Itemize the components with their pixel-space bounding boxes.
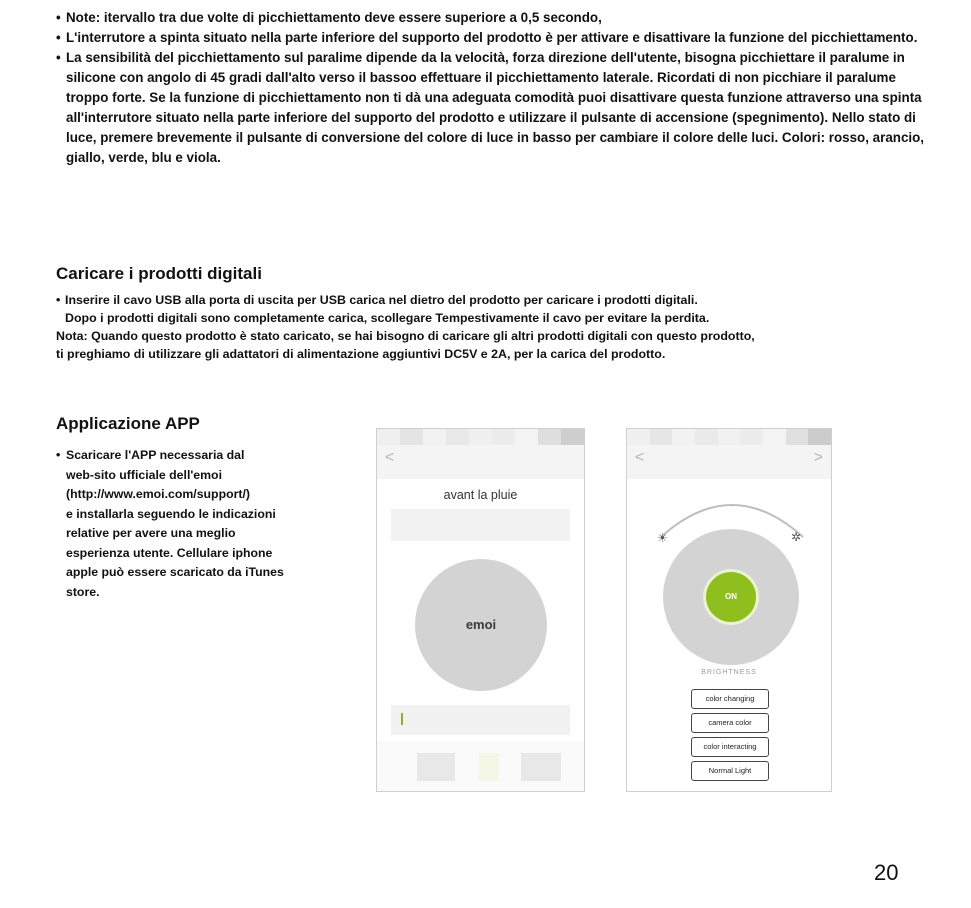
tab-3[interactable] bbox=[521, 753, 561, 781]
app-screenshot-control bbox=[626, 428, 832, 792]
text-input-field[interactable] bbox=[391, 705, 570, 735]
color-interacting-button[interactable]: color interacting bbox=[691, 737, 769, 757]
app-line-6: esperienza utente. Cellulare iphone bbox=[66, 545, 273, 560]
lamp-control-circle bbox=[663, 529, 802, 665]
charging-section bbox=[56, 291, 926, 363]
tab-2[interactable] bbox=[479, 753, 499, 781]
app-instructions bbox=[56, 446, 356, 602]
brightness-caption: BRIGHTNESS bbox=[701, 669, 757, 676]
charging-note-2: ti preghiamo di utilizzare gli adattatori di alimentazione aggiuntivi DC5V e 2A, per la carica del prodotto. bbox=[56, 347, 666, 361]
scene-title: avant la pluie bbox=[443, 488, 518, 502]
status-bar bbox=[377, 429, 584, 445]
back-icon[interactable]: < bbox=[385, 449, 395, 466]
brightness-high-icon: ✲ bbox=[791, 530, 802, 544]
app-line-4: e installarla seguendo le indicazioni bbox=[66, 506, 276, 521]
camera-color-button[interactable]: camera color bbox=[691, 713, 769, 733]
lamp-circle[interactable] bbox=[415, 559, 547, 691]
app-line-2: web-sito ufficiale dell'emoi bbox=[66, 467, 222, 482]
back-icon[interactable]: < bbox=[635, 449, 645, 466]
text-cursor bbox=[401, 713, 403, 725]
charging-instruction-1: • Inserire il cavo USB alla porta di uscita per USB carica nel dietro del prodotto per caricare i prodotti digitali. bbox=[56, 291, 926, 309]
forward-icon[interactable]: > bbox=[813, 449, 823, 466]
charging-note-1: Nota: Quando questo prodotto è stato caricato, se hai bisogno di caricare gli altri prodotti digitali con questo prodotto, bbox=[56, 329, 755, 343]
note-sensitivity: • La sensibilità del picchiettamento sul paralime dipende da la velocità, forza direzione dell'utente, bisogna picchiettare il paralume in silicone con angolo di 45 gradi dall'alto verso il bassoo effettuare il picchiettamento laterale. Ricordati di non picchiare il paralume troppo forte. Se la funzione di picchiettamento non ti dà una adeguata comodità puoi disattivare questa funzione attraverso una spinta all'interrutore situato nella parte inferiore del supporto del prodotto e utilizzare il pulsante di accensione (spegnimento). Nello stato di luce, premere brevemente il pulsante di conversione del colore di luce in basso per cambiare il colore delle luci. Colori: rosso, arancio, giallo, verde, blu e viola. bbox=[56, 48, 926, 168]
app-line-1: • Scaricare l'APP necessaria dal bbox=[56, 446, 356, 466]
brightness-low-icon: ☀ bbox=[657, 531, 668, 545]
app-line-3: (http://www.emoi.com/support/) bbox=[66, 487, 250, 501]
bottom-tab-bar bbox=[377, 741, 584, 791]
app-line-5: relative per avere una meglio bbox=[66, 526, 236, 540]
app-line-7: apple può essere scaricato da iTunes bbox=[66, 565, 284, 579]
note-interval: • Note: itervallo tra due volte di picchiettamento deve essere superiore a 0,5 secondo, bbox=[56, 8, 926, 28]
nav-bar bbox=[627, 445, 831, 479]
status-bar bbox=[627, 429, 831, 445]
emoi-logo: emoi bbox=[465, 617, 497, 632]
tab-1[interactable] bbox=[417, 753, 455, 781]
note-push-switch: • L'interrutore a spinta situato nella parte inferiore del supporto del prodotto è per attivare e disattivare la funzione del picchiettamento. bbox=[56, 28, 926, 48]
page-number: 20 bbox=[874, 860, 899, 885]
app-screenshot-home bbox=[376, 428, 585, 792]
normal-light-button[interactable]: Normal Light bbox=[691, 761, 769, 781]
power-on-button[interactable]: ON bbox=[706, 572, 756, 622]
charging-instruction-2: Dopo i prodotti digitali sono completamente carica, scollegare Tempestivamente il cavo per evitare la perdita. bbox=[65, 311, 710, 325]
app-line-8: store. bbox=[66, 584, 100, 599]
scene-bar bbox=[391, 509, 570, 541]
nav-bar bbox=[377, 445, 584, 479]
tapping-notes bbox=[56, 8, 926, 168]
charging-heading: Caricare i prodotti digitali bbox=[56, 264, 262, 283]
app-heading: Applicazione APP bbox=[56, 414, 200, 433]
color-changing-button[interactable]: color changing bbox=[691, 689, 769, 709]
